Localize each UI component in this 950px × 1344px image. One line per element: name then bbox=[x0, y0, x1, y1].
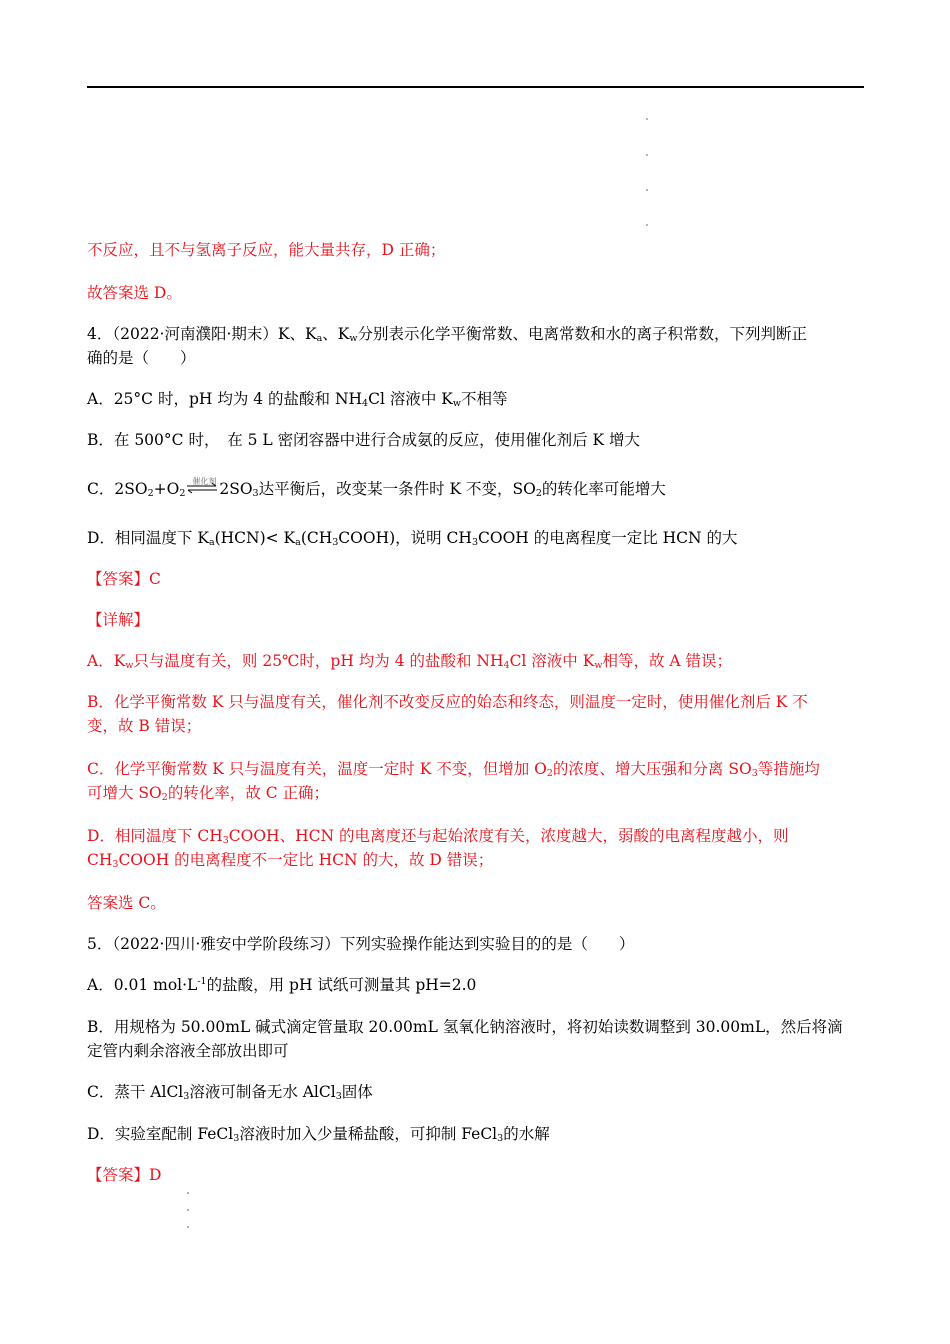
q4-detail-a: A．$K_w$只与温度有关，则 25℃时，pH 均为 4 的盐酸和 $NH_4Cl$ 溶液中 $K_w$相等，故 A 错误； bbox=[87, 652, 733, 671]
margin-dots-bottom bbox=[187, 1192, 189, 1232]
q4-detail-c-line-2: 可增大 $SO_2$的转化率，故 C 正确； bbox=[87, 784, 330, 803]
answer-label: 【答案】 bbox=[87, 1166, 150, 1184]
prev-answer-conclusion: 故答案选 D。 bbox=[87, 284, 182, 302]
q4-detail-c-line-1: C．化学平衡常数 K 只与温度有关，温度一定时 K 不变，但增加 $O_2$的浓度、增大压强和分离 $SO_3$等措施均 bbox=[87, 760, 820, 779]
q5-option-b-line-2: 定管内剩余溶液全部放出即可 bbox=[87, 1042, 289, 1060]
equilibrium-arrow-icon bbox=[186, 479, 218, 497]
q5-option-c: C．蒸干 AlCl$_3$溶液可制备无水 AlCl$_3$固体 bbox=[87, 1083, 373, 1102]
q4-detail-b-line-1: B．化学平衡常数 K 只与温度有关，催化剂不改变反应的始态和终态，则温度一定时，使用催化剂后 K 不 bbox=[87, 693, 808, 711]
q5-option-b-line-1: B．用规格为 50.00mL 碱式滴定管量取 20.00mL 氢氧化钠溶液时，将初始读数调整到 30.00mL，然后将滴 bbox=[87, 1018, 843, 1036]
q4-option-b: B．在 500°C 时， 在 5 L 密闭容器中进行合成氨的反应，使用催化剂后 K 增大 bbox=[87, 431, 641, 449]
q4-detail-b-line-2: 变，故 B 错误； bbox=[87, 717, 202, 735]
q4-detail-d-line-1: D．相同温度下 $CH_3COOH$、HCN 的电离度还与起始浓度有关，浓度越大，弱酸的电离程度越小，则 bbox=[87, 827, 789, 846]
answer-value: D bbox=[149, 1166, 162, 1184]
q4-option-c: C．$2SO_2+O_2$ 催化剂 $2SO_3$达平衡后，改变某一条件时 K 不变，$SO_2$的转化率可能增大 bbox=[87, 477, 867, 501]
q5-option-d: D．实验室配制 FeCl$_3$溶液时加入少量稀盐酸，可抑制 FeCl$_3$的水解 bbox=[87, 1125, 550, 1144]
q4-option-d: D．相同温度下 $K_a(HCN)<$ $K_a(CH_3COOH)$，说明 $CH_3COOH$ 的电离程度一定比 HCN 的大 bbox=[87, 529, 738, 548]
prev-answer-line-1: 不反应，且不与氢离子反应，能大量共存，D 正确； bbox=[87, 241, 446, 259]
q4-detail-d-line-2: $CH_3COOH$ 的电离程度不一定比 HCN 的大，故 D 错误； bbox=[87, 851, 494, 870]
q5-stem: 5．（2022·四川·雅安中学阶段练习）下列实验操作能达到实验目的的是（ ） bbox=[87, 935, 635, 953]
catalyst-condition-label: 催化剂 bbox=[192, 477, 217, 486]
q4-stem-line-1: 4．（2022·河南濮阳·期末）K、$K_a$、$K_w$分别表示化学平衡常数、电离常数和水的离子积常数，下列判断正 bbox=[87, 325, 807, 344]
q4-detail-label: 【详解】 bbox=[87, 611, 150, 629]
q4-answer bbox=[87, 567, 867, 591]
q5-answer bbox=[87, 1163, 867, 1187]
answer-value: C bbox=[149, 570, 161, 588]
answer-label: 【答案】 bbox=[87, 570, 150, 588]
margin-dots-top bbox=[646, 118, 648, 228]
q4-option-a: A．25°C 时，pH 均为 4 的盐酸和 $NH_4Cl$ 溶液中 $K_w$不相等 bbox=[87, 390, 508, 409]
header-rule bbox=[87, 86, 864, 88]
q4-stem-line-2: 确的是（ ） bbox=[87, 349, 196, 367]
q4-conclusion: 答案选 C。 bbox=[87, 894, 166, 912]
q5-option-a: A．0.01 $mol\cdot L^{-1}$的盐酸，用 pH 试纸可测量其 pH=2.0 bbox=[87, 976, 477, 994]
